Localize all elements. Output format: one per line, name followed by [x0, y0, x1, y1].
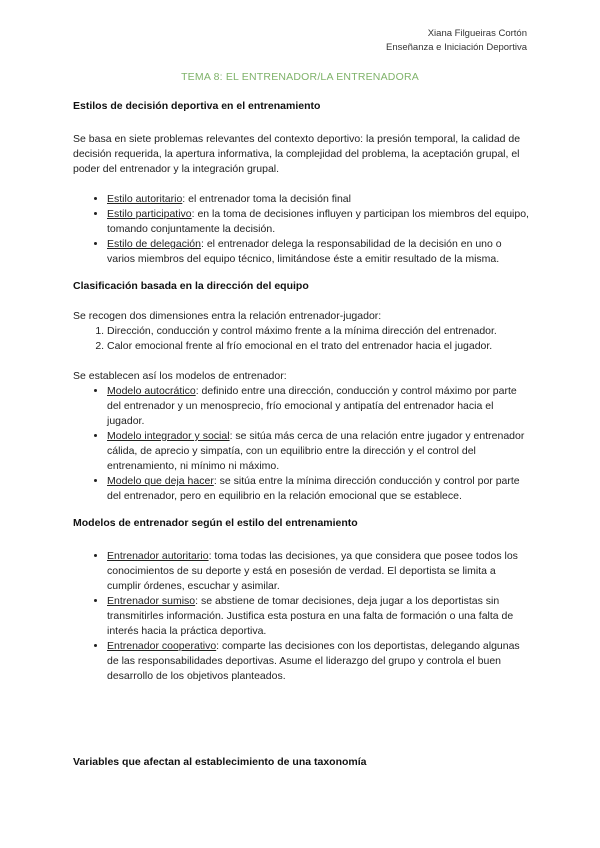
- list-item-text: : el entrenador toma la decisión final: [182, 193, 351, 205]
- section1-intro: Se basa en siete problemas relevantes del contexto deportivo: la presión temporal, la calidad de decisión requerida, la apertura informativa, la complejidad del problema, la aceptación grupal, el poder del entrenador y la integración grupal.: [73, 133, 521, 175]
- list-item: [107, 639, 531, 684]
- section-heading-estilos-decision: Estilos de decisión deportiva en el entrenamiento: [73, 100, 321, 112]
- list-item-term: Estilo participativo: [107, 208, 192, 220]
- list-item-text: : se abstiene de tomar decisiones, deja jugar a los deportistas sin transmitirles información. Justifica esta postura en una falta de formación o una falta de interés hacia la práctica deportiva.: [107, 595, 514, 637]
- list-item: [107, 429, 531, 474]
- list-item-term: Modelo integrador y social: [107, 430, 230, 442]
- section3-list: [73, 549, 531, 684]
- header-author: Xiana Filgueiras Cortón: [427, 28, 527, 39]
- list-item-text: : se sitúa más cerca de una relación entre jugador y entrenador cálida, de aprecio y simpatía, con un equilibrio entre la dirección y el control del entrenamiento, ni mínimo ni máximo.: [107, 430, 525, 472]
- numbered-item: 1. Dirección, conducción y control máximo frente a la mínima dirección del entrenador.: [107, 324, 531, 339]
- section-heading-clasificacion: Clasificación basada en la dirección del equipo: [73, 280, 309, 292]
- list-item-term: Modelo que deja hacer: [107, 475, 214, 487]
- list-item-term: Modelo autocrático: [107, 385, 196, 397]
- list-item-text: : toma todas las decisiones, ya que considera que posee todos los conocimientos de su deporte y está en posesión de verdad. El deportista se limita a cumplir órdenes, escuchar y asimilar.: [107, 550, 518, 592]
- document-title: TEMA 8: EL ENTRENADOR/LA ENTRENADORA: [181, 71, 419, 83]
- section2-list: [73, 384, 531, 504]
- list-item: [107, 594, 531, 639]
- page-header: [386, 27, 527, 55]
- list-item: [107, 207, 531, 237]
- list-item: [107, 474, 531, 504]
- list-item: [107, 549, 531, 594]
- section-heading-modelos-entrenador: Modelos de entrenador según el estilo del entrenamiento: [73, 517, 358, 529]
- header-subject: Enseñanza e Iniciación Deportiva: [385, 42, 527, 53]
- section2-intro: Se recogen dos dimensiones entra la relación entrenador-jugador:: [73, 310, 382, 322]
- list-item-term: Entrenador cooperativo: [107, 640, 217, 652]
- list-item-text: : definido entre una dirección, conducción y control máximo por parte del entrenador y un menosprecio, frío emocional y antipatía del entrenador hacia el jugador.: [107, 385, 517, 427]
- section-heading-variables-taxonomia: Variables que afectan al establecimiento de una taxonomía: [73, 756, 367, 768]
- list-item-text: : comparte las decisiones con los deportistas, delegando algunas de las responsabilidades deportivas. Asume el liderazgo del grupo y controla el buen desarrollo de los objetivos planteados.: [107, 640, 520, 682]
- list-item: [107, 237, 531, 267]
- section2-models-intro: Se establecen así los modelos de entrenador:: [73, 370, 287, 382]
- list-item-term: Entrenador autoritario: [107, 550, 209, 562]
- section2-numbered-list: [73, 324, 531, 354]
- document-body: [73, 99, 531, 770]
- numbered-item: 2. Calor emocional frente al frío emocional en el trato del entrenador hacia el jugador.: [107, 339, 531, 354]
- list-item: [107, 384, 531, 429]
- list-item-text: : se sitúa entre la mínima dirección conducción y control por parte del entrenador, pero en equilibrio en la relación emocional que se establece.: [107, 475, 520, 502]
- list-item-text: : en la toma de decisiones influyen y participan los miembros del equipo, tomando conjuntamente la decisión.: [107, 208, 529, 235]
- section1-list: [73, 192, 531, 267]
- list-item-text: : el entrenador delega la responsabilidad de la decisión en uno o varios miembros del equipo técnico, limitándose éste a emitir resultado de la misma.: [107, 238, 502, 265]
- list-item: [107, 192, 531, 207]
- list-item-term: Entrenador sumiso: [107, 595, 196, 607]
- list-item-term: Estilo de delegación: [107, 238, 201, 250]
- list-item-term: Estilo autoritario: [107, 193, 183, 205]
